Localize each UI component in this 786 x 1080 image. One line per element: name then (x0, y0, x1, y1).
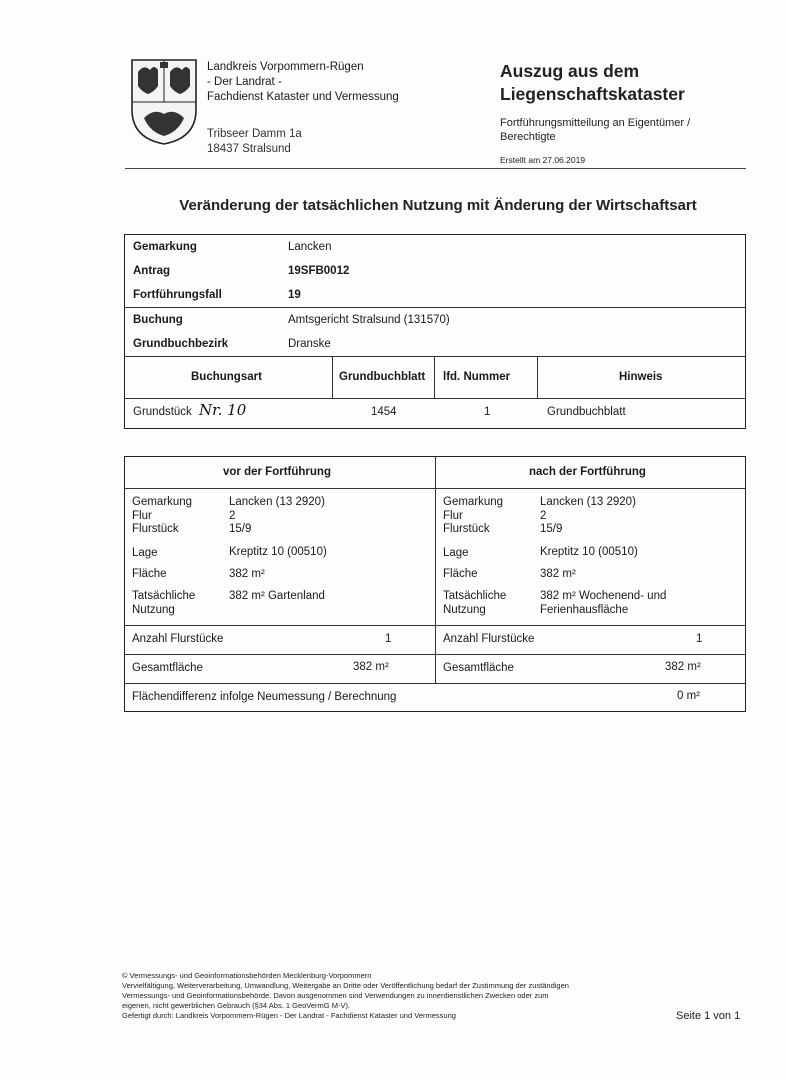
column-divider (435, 457, 436, 683)
before-count: 1 (385, 633, 392, 645)
before-values (229, 496, 325, 537)
case-label: Gemarkung (133, 241, 197, 253)
field-label: Lage (443, 547, 469, 559)
booking-header: Hinweis (619, 371, 663, 383)
document-title (500, 60, 685, 106)
difference-label: Flächendifferenz infolge Neumessung / Berechnung (132, 691, 397, 703)
booking-art: Grundstück (133, 406, 192, 418)
case-label: Antrag (133, 265, 171, 277)
page-number: Seite 1 von 1 (676, 1010, 741, 1022)
field-value-line: Ferienhausfläche (540, 603, 629, 616)
field-value: 2 (229, 509, 236, 522)
row-divider (125, 356, 745, 357)
booking-hinweis: Grundbuchblatt (547, 406, 626, 418)
after-values (540, 496, 636, 537)
booking-header: Grundbuchblatt (339, 371, 426, 383)
case-row (125, 333, 745, 357)
row-divider (125, 683, 745, 684)
document-subtitle-line: Berechtigte (500, 131, 556, 143)
row-divider (125, 654, 745, 655)
case-value: Amtsgericht Stralsund (131570) (288, 314, 450, 326)
case-label: Fortführungsfall (133, 289, 222, 301)
agency-line: Landkreis Vorpommern-Rügen (207, 61, 364, 73)
created-date: Erstellt am 27.06.2019 (500, 155, 586, 165)
document-subtitle-line: Fortführungsmitteilung an Eigentümer / (500, 117, 691, 129)
before-total-label: Gesamtfläche (132, 662, 203, 674)
footer-line: © Vermessungs- und Geoinformationsbehörden Mecklenburg-Vorpommern (122, 971, 372, 980)
comparison-table (124, 456, 746, 712)
case-row (125, 309, 745, 333)
field-label: Fläche (443, 568, 478, 580)
case-value: Dranske (288, 338, 331, 350)
after-total: 382 m² (665, 661, 701, 673)
before-total: 382 m² (353, 661, 389, 673)
footer-line: eigenen, nicht gewerblichen Gebrauch (§34 Abs. 1 GeoVermG M-V). (122, 1001, 351, 1010)
field-label-line: Nutzung (443, 603, 486, 616)
column-divider (434, 356, 435, 398)
booking-blatt: 1454 (371, 406, 397, 418)
after-header: nach der Fortführung (529, 466, 646, 478)
address-line: 18437 Stralsund (207, 143, 291, 155)
field-value (540, 590, 666, 617)
field-label: Fläche (132, 568, 167, 580)
field-label: Gemarkung (443, 496, 504, 508)
agency-line: Fachdienst Kataster und Vermessung (207, 91, 399, 103)
after-count-label: Anzahl Flurstücke (443, 633, 535, 645)
booking-header: Buchungsart (191, 371, 262, 383)
document-subtitle (500, 116, 690, 144)
field-label: Flurstück (132, 523, 179, 535)
case-value: Lancken (288, 241, 332, 253)
before-labels (132, 496, 192, 537)
header-divider (125, 168, 746, 169)
field-label: Flurstück (443, 523, 490, 535)
row-divider (125, 398, 745, 399)
field-label: Gemarkung (132, 496, 193, 508)
case-label: Grundbuchbezirk (133, 338, 229, 350)
field-label-line: Tatsächliche (443, 590, 507, 602)
column-divider (332, 356, 333, 398)
field-value: 382 m² (540, 568, 576, 580)
field-label: Flur (443, 509, 463, 522)
address-block (207, 127, 302, 157)
field-value: Lancken (13 2920) (540, 496, 636, 508)
field-label (443, 590, 506, 617)
booking-header: lfd. Nummer (443, 371, 511, 383)
footer-line: Vervielfältigung, Weiterverarbeitung, Umwandlung, Weitergabe an Dritte oder Veröffentlichung bedarf der Zustimmung der zuständigen (122, 981, 569, 990)
page-title: Veränderung der tatsächlichen Nutzung mit Änderung der Wirtschaftsart (179, 197, 697, 214)
difference-value: 0 m² (677, 690, 700, 702)
coat-of-arms-icon (130, 58, 198, 146)
field-value: Kreptitz 10 (00510) (229, 546, 327, 558)
handwritten-annotation: Nr. 10 (199, 401, 247, 419)
field-value: 2 (540, 509, 547, 522)
case-table (124, 234, 746, 429)
agency-line: - Der Landrat - (207, 76, 282, 88)
booking-nummer: 1 (484, 406, 491, 418)
field-value: Lancken (13 2920) (229, 496, 325, 508)
field-label: Flur (132, 509, 152, 522)
field-label-line: Nutzung (132, 603, 175, 616)
row-divider (125, 625, 745, 626)
case-row (125, 260, 745, 284)
case-value: 19 (288, 289, 301, 301)
case-value: 19SFB0012 (288, 265, 350, 277)
field-value-line: 382 m² Wochenend- und (540, 590, 667, 602)
field-value-line: 382 m² Gartenland (229, 590, 325, 602)
row-divider (125, 488, 745, 489)
before-header: vor der Fortführung (223, 466, 331, 478)
row-divider (125, 307, 745, 308)
address-line: Tribseer Damm 1a (207, 128, 302, 140)
field-value (229, 590, 325, 604)
agency-block (207, 60, 467, 105)
field-value: Kreptitz 10 (00510) (540, 546, 638, 558)
case-label: Buchung (133, 314, 183, 326)
field-label: Lage (132, 547, 158, 559)
after-labels (443, 496, 503, 537)
column-divider (537, 356, 538, 398)
case-row (125, 236, 745, 260)
after-total-label: Gesamtfläche (443, 662, 514, 674)
field-value: 15/9 (540, 523, 563, 535)
copyright-notice (122, 971, 682, 1021)
case-row (125, 284, 745, 308)
field-label-line: Tatsächliche (132, 590, 196, 602)
document-title-line: Liegenschaftskataster (500, 84, 685, 104)
before-count-label: Anzahl Flurstücke (132, 633, 224, 645)
document-title-line: Auszug aus dem (500, 61, 640, 81)
field-value: 382 m² (229, 568, 265, 580)
field-value: 15/9 (229, 523, 252, 535)
footer-line: Vermessungs- und Geoinformationsbehörde. Davon ausgenommen sind Verwendungen zu innerdienstlichen Zwecken oder zum (122, 991, 549, 1000)
footer-line: Gefertigt durch: Landkreis Vorpommern-Rügen - Der Landrat - Fachdienst Kataster und Vermessung (122, 1011, 456, 1020)
after-count: 1 (696, 633, 703, 645)
field-label (132, 590, 195, 617)
